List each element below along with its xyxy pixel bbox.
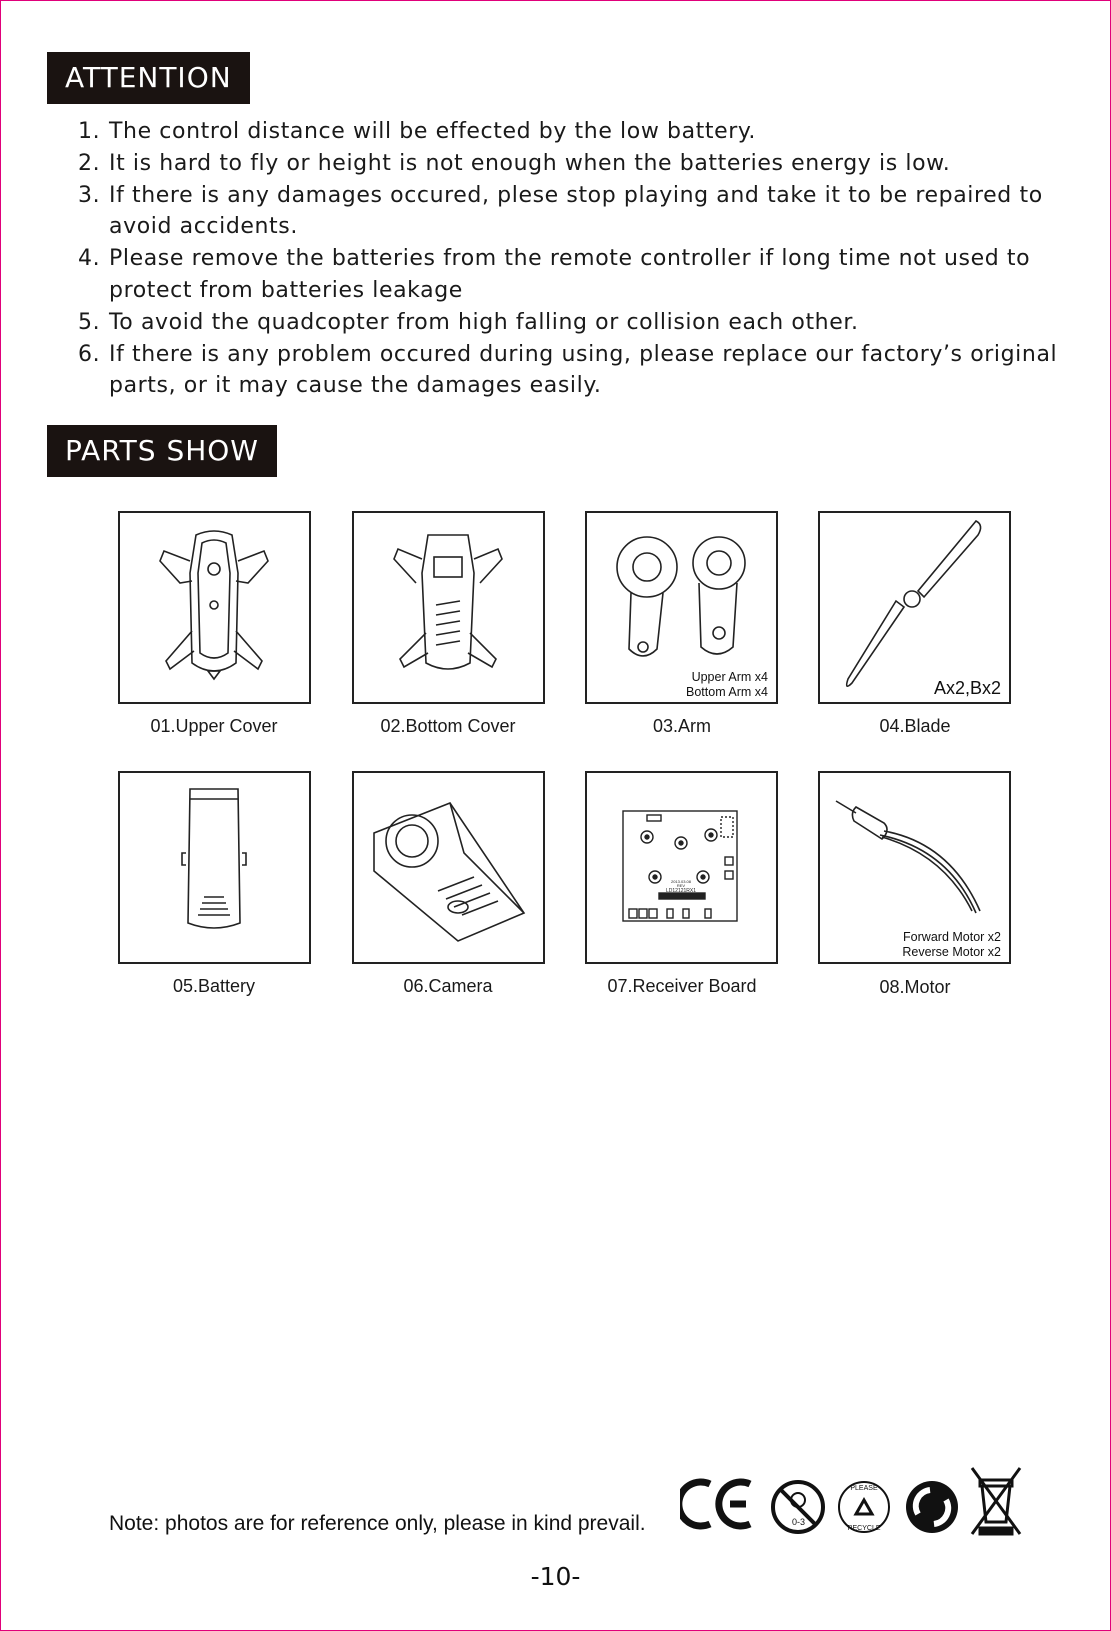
battery-drawing — [120, 773, 309, 962]
part-caption: 05.Battery — [172, 976, 256, 996]
parts-heading: PARTS SHOW — [47, 425, 277, 477]
motor-quantity-note: Forward Motor x2 Reverse Motor x2 — [902, 930, 1001, 959]
list-item: 1. The control distance will be effected by the low battery. — [78, 119, 756, 144]
part-camera-image — [352, 771, 545, 964]
recycle-text-bottom: RECYCLE — [847, 1525, 881, 1532]
part-caption: 07.Receiver Board — [607, 976, 757, 996]
list-item: 6. If there is any problem occured during using, please replace our factory’s original parts, or it may cause the damages easily. — [78, 341, 1058, 399]
recycle-icon — [839, 1482, 889, 1532]
reference-note: Note: photos are for reference only, please in kind prevail. — [109, 1512, 646, 1535]
recycle-text-top: PLEASE — [850, 1485, 878, 1492]
camera-drawing — [354, 773, 543, 962]
part-caption: 08.Motor — [879, 977, 951, 997]
blade-quantity-note: Ax2,Bx2 — [933, 678, 1001, 698]
part-battery-image — [118, 771, 311, 964]
upper-cover-drawing — [120, 513, 309, 702]
arm-quantity-note: Upper Arm x4 Bottom Arm x4 — [686, 670, 768, 699]
list-item: 3. If there is any damages occured, plese stop playing and take it to be repaired to avoid accidents. — [78, 182, 1043, 240]
part-receiver-board-image — [585, 771, 778, 964]
board-model-text: LD12121RX1 — [665, 888, 697, 894]
part-arm-image — [585, 511, 778, 704]
part-blade-image — [818, 511, 1011, 704]
part-caption: 01.Upper Cover — [150, 716, 278, 736]
receiver-board-drawing — [587, 773, 776, 962]
age-label: 0-3 — [792, 1517, 806, 1527]
ce-mark-icon — [680, 1482, 750, 1526]
part-upper-cover-image — [118, 511, 311, 704]
part-bottom-cover-image — [352, 511, 545, 704]
page-number: -10- — [530, 1562, 581, 1591]
attention-heading: ATTENTION — [47, 52, 250, 104]
part-motor-image — [818, 771, 1011, 964]
compliance-marks — [680, 1460, 1040, 1540]
list-item: 5. To avoid the quadcopter from high falling or collision each other. — [78, 309, 859, 335]
green-dot-icon — [906, 1481, 958, 1533]
bottom-cover-drawing — [354, 513, 543, 702]
board-date-text: 2013.03.08 — [670, 879, 692, 884]
weee-bin-icon — [972, 1468, 1020, 1534]
part-caption: 06.Camera — [403, 976, 493, 996]
part-caption: 04.Blade — [879, 716, 951, 736]
blade-drawing — [820, 513, 1009, 702]
list-item: 4. Please remove the batteries from the remote controller if long time not used to protect from batteries leakage — [78, 246, 1031, 303]
part-caption: 03.Arm — [652, 716, 712, 736]
attention-list — [78, 116, 1078, 402]
part-caption: 02.Bottom Cover — [380, 716, 516, 736]
list-item: 2. It is hard to fly or height is not enough when the batteries energy is low. — [78, 150, 951, 176]
board-rev-text: REV — [676, 883, 686, 888]
age-warning-icon — [773, 1482, 823, 1532]
